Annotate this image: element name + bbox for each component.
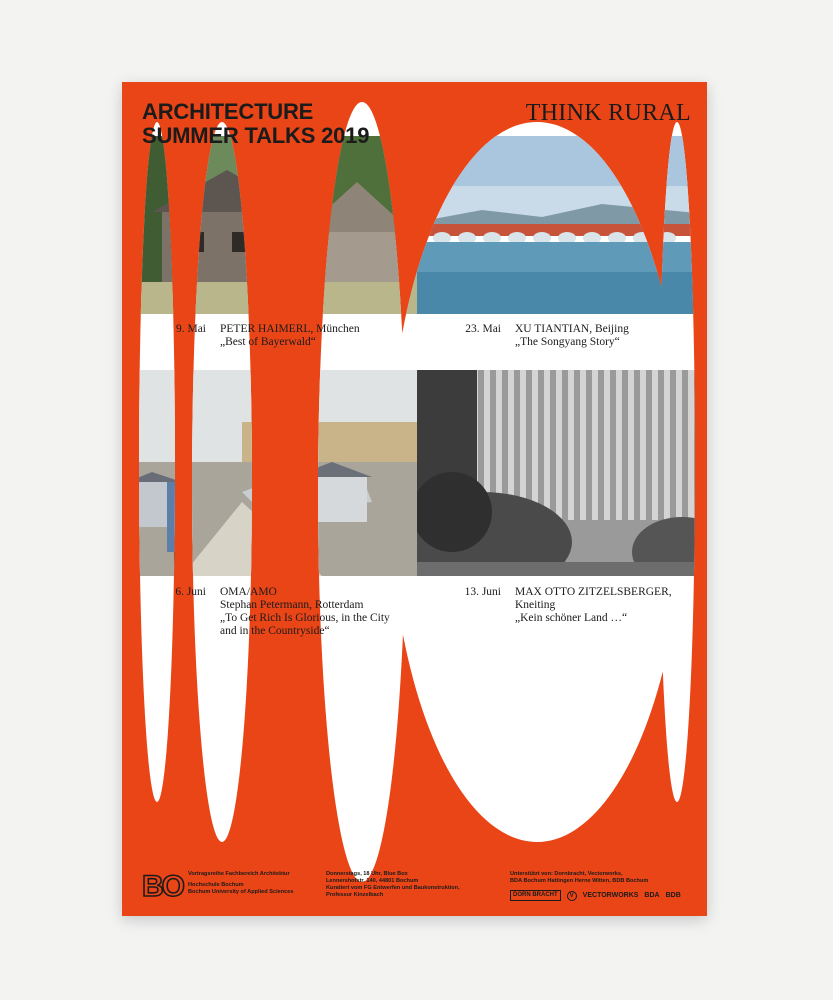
vectorworks-mark-icon: V	[567, 891, 577, 901]
poster-artwork	[122, 82, 707, 916]
vectorworks-logo: VECTORWORKS	[582, 892, 639, 899]
footer-column-venue	[326, 871, 460, 899]
event-date: 6. Juni	[175, 586, 206, 598]
event-title: „The Songyang Story“	[515, 336, 620, 348]
footer-column-organizer	[188, 871, 293, 896]
sponsor-logos	[510, 890, 681, 901]
hochschule-bochum-logo: BO	[142, 870, 183, 903]
event-date: 13. Juni	[464, 586, 501, 598]
poster-headline	[142, 100, 369, 148]
event-title: „Kein schöner Land …“	[515, 612, 628, 624]
footer-line: BDA Bochum Hattingen Herne Witten, BDB Bochum	[510, 878, 649, 884]
footer-line: Hochschule Bochum	[188, 882, 244, 888]
event-speaker: OMA/AMO	[220, 586, 277, 598]
event-2	[465, 323, 629, 349]
footer-line: Bochum University of Applied Sciences	[188, 889, 294, 895]
event-title: „Best of Bayerwald“	[220, 336, 316, 348]
footer-line: Unterstützt von: Dornbracht, Vectorworks,	[510, 871, 623, 877]
poster-tagline: THINK RURAL	[525, 100, 691, 126]
event-date: 9. Mai	[175, 323, 206, 335]
headline-line-1: ARCHITECTURE	[142, 99, 314, 124]
footer-line: Donnerstags, 18 Uhr, Blue Box	[326, 871, 408, 877]
bdb-logo: BDB	[665, 892, 681, 899]
event-4	[464, 586, 672, 625]
event-speaker-detail: Stephan Petermann, Rotterdam	[220, 599, 364, 611]
event-3	[175, 586, 390, 638]
event-speaker: XU TIANTIAN, Beijing	[515, 323, 629, 335]
headline-line-2: SUMMER TALKS 2019	[142, 123, 370, 148]
footer-column-sponsors	[510, 871, 648, 885]
timber-facade-photo	[392, 370, 707, 592]
event-title-cont: and in the Countryside“	[220, 625, 330, 637]
footer-line: Lennershofstr. 140, 44801 Bochum	[326, 878, 419, 884]
event-title: „To Get Rich Is Glorious, in the City	[220, 612, 390, 624]
bda-logo: BDA	[644, 892, 660, 899]
footer-line: Kuratiert vom FG Entwerfen und Baukonstruktion,	[326, 885, 460, 891]
event-date: 23. Mai	[465, 323, 501, 335]
event-1	[175, 323, 360, 349]
event-speaker: MAX OTTO ZITZELSBERGER,	[515, 586, 672, 598]
footer-line: Professur Kinzelbach	[326, 892, 384, 898]
dornbracht-logo: DORN BRACHT	[510, 890, 561, 901]
poster	[122, 82, 707, 916]
event-speaker-detail: Kneiting	[515, 599, 556, 611]
event-speaker: PETER HAIMERL, München	[220, 323, 360, 335]
footer-line: Vortragsreihe Fachbereich Architektur	[188, 871, 290, 877]
